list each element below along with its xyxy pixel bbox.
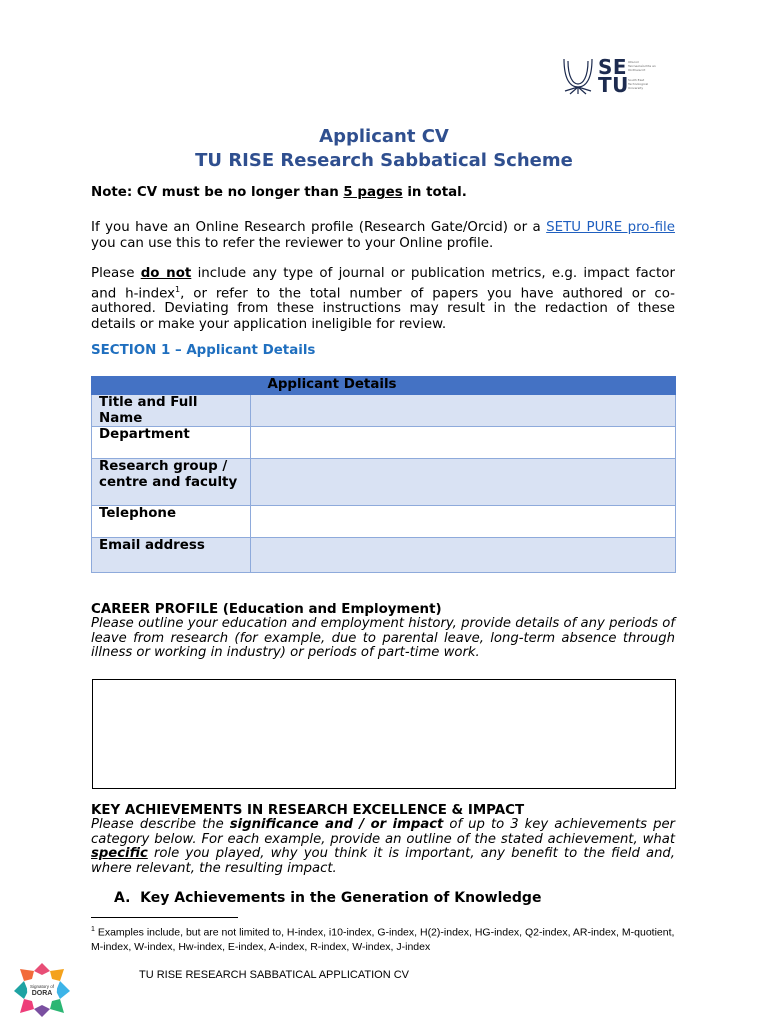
row-label-email: Email address <box>92 538 251 573</box>
setu-pure-link[interactable]: SETU PURE pro-file <box>546 220 675 235</box>
logo-text-se: SE <box>598 55 628 79</box>
achievements-bold-2: specific <box>91 846 148 861</box>
row-label-department: Department <box>92 427 251 459</box>
row-label-title-name: Title and Full Name <box>92 395 251 427</box>
logo-text-tu: TU <box>598 73 629 97</box>
subheading-generation-of-knowledge <box>114 890 541 907</box>
logo-english-name: South East Technological University <box>628 78 649 90</box>
intro-text-end: you can use this to refer the reviewer to your Online profile. <box>91 235 494 251</box>
row-label-telephone: Telephone <box>92 506 251 538</box>
department-field[interactable] <box>251 427 676 459</box>
metrics-text: Please <box>91 266 141 281</box>
achievements-text-1: Please describe the <box>91 817 230 832</box>
dora-badge-icon <box>12 961 72 1019</box>
achievements-text-3: role you played, why you think it is important, any benefit to the field and, where relevant, the resulting impact. <box>91 846 675 876</box>
subheading-letter: A. <box>114 890 131 906</box>
setu-emblem-icon <box>561 57 595 95</box>
dora-badge-line2: DORA <box>31 990 53 997</box>
metrics-paragraph <box>91 266 675 332</box>
table-header: Applicant Details <box>92 377 676 395</box>
logo-irish-name: Ollscoil Teicneolaíochta an Oirdheiscirt <box>628 60 656 72</box>
online-profile-paragraph <box>91 220 675 251</box>
research-group-field[interactable] <box>251 459 676 506</box>
subheading-text: Key Achievements in the Generation of Knowledge <box>140 890 542 906</box>
document-subtitle: TU RISE Research Sabbatical Scheme <box>195 150 573 171</box>
career-profile-instructions: Please outline your education and employment history, provide details of any periods of leave from research (for example, due to parental leave, long-term absence through illness or working in industry) or periods of part-time work. <box>91 616 675 660</box>
page-limit-note <box>91 185 675 201</box>
email-field[interactable] <box>251 538 676 573</box>
footnote-text: Examples include, but are not limited to, H-index, i10-index, G-index, H(2)-index, HG-index, Q2-index, AR-index, M-quotient, M-index, W-index, Hw-index, E-index, A-index, R-index, W-index, J-index <box>91 926 675 953</box>
document-title: Applicant CV <box>319 126 449 147</box>
footnote <box>91 923 675 954</box>
row-label-research-group: Research group / centre and faculty <box>92 459 251 506</box>
key-achievements-instructions <box>91 818 675 876</box>
intro-text: If you have an Online Research profile (Research Gate/Orcid) or a <box>91 220 547 235</box>
career-profile-input-box[interactable] <box>92 679 676 789</box>
page-footer: TU RISE RESEARCH SABBATICAL APPLICATION CV <box>139 969 409 981</box>
achievements-text-2: of up to 3 key achievements per category below. For each example, provide an outline of the stated achievement, what <box>91 817 675 847</box>
footnote-separator <box>91 917 238 918</box>
title-name-field[interactable] <box>251 395 676 427</box>
applicant-details-table <box>91 376 676 573</box>
metrics-emphasis: do not <box>140 266 192 281</box>
setu-logo <box>561 57 661 95</box>
note-suffix: in total. <box>402 185 467 200</box>
telephone-field[interactable] <box>251 506 676 538</box>
note-emphasis: 5 pages <box>343 185 403 200</box>
key-achievements-heading: KEY ACHIEVEMENTS IN RESEARCH EXCELLENCE & IMPACT <box>91 803 525 818</box>
section-1-heading: SECTION 1 – Applicant Details <box>91 343 316 358</box>
career-profile-heading: CAREER PROFILE (Education and Employment) <box>91 602 442 617</box>
dora-badge-line1: Signatory of <box>29 984 55 989</box>
metrics-text-end: , or refer to the total number of papers you have authored or co-authored. Deviating from these instructions may result in the redaction of these details or make your application ineligible for review. <box>91 285 675 332</box>
achievements-bold-1: significance and / or impact <box>229 817 444 832</box>
footnote-marker: 1 <box>91 926 95 933</box>
note-prefix: Note: CV must be no longer than <box>91 185 344 200</box>
metrics-text-middle: include any type of journal or publication metrics, e.g. impact factor and h-index <box>91 266 675 301</box>
footnote-ref[interactable]: 1 <box>175 284 181 294</box>
